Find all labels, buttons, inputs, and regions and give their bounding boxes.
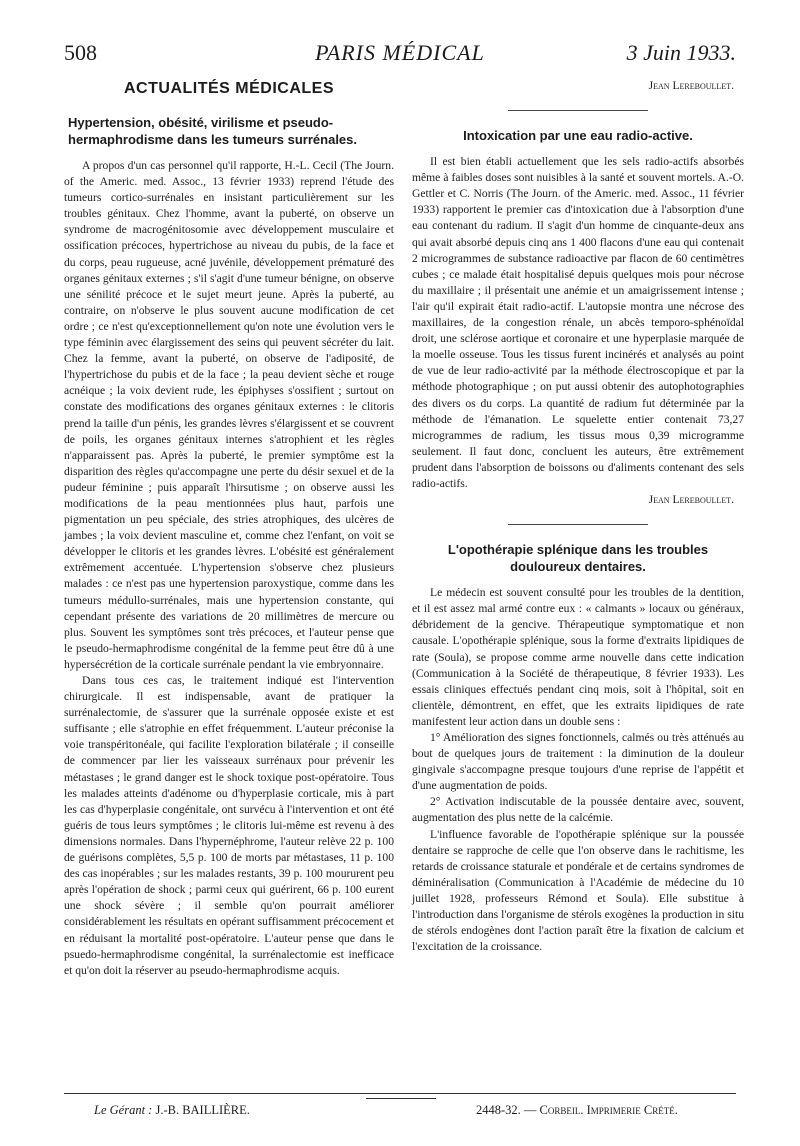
right-column	[412, 78, 744, 955]
left-column	[64, 78, 394, 979]
article-paragraph: 2° Activation indiscutable de la poussée dentaire avec, souvent, augmentation des plus nette de la calcémie.	[412, 795, 744, 825]
page-number: 508	[64, 40, 97, 65]
author-signature: Jean Lereboullet.	[648, 79, 734, 92]
journal-title: PARIS MÉDICAL	[315, 40, 485, 65]
article-paragraph: A propos d'un cas personnel qu'il rapporte, H.-L. Cecil (The Journ. of the Americ. med. Assoc., 13 février 1933) reprend l'étude des tumeurs cortico-surrénales en insistant particulièrement sur les troubles génitaux. Chez l'homme, avant la puberté, on observe un syndrome de macrogénitosomie avec développement musculaire et ossification précoces, hypertrichose au niveau du pubis, de la face et du corps, peau rugueuse, acné juvénile, développement prématuré des organes génitaux externes ; s'il s'agit d'une tumeur bénigne, on observe une sénilité précoce et le sujet meurt jeune. Après la puberté, au contraire, on n'observe le plus souvent aucune modification de cet ordre ; ce n'est qu'exceptionnellement qu'on note une évolution vers le type féminin avec élargissement des seins qui peuvent sécréter du lait. Chez la femme, avant la puberté, on observe de l'adiposité, de l'hypertrichose du pubis et de la face ; la peau devient sèche et rouge acnéique ; la voix devient rude, les épiphyses s'ossifient ; surtout on constate des modifications des organes génitaux externes : le clitoris prend la taille d'un pénis, les grandes lèvres s'élargissent et se couvrent de poils, les organes génitaux internes s'atrophient et les règles n'apparaissent pas. Après la puberté, le premier symptôme est la disparition des règles qu'accompagne une perte du désir sexuel et de la pudeur féminine ; puis apparaît l'hirsutisme ; on observe aussi les modifications de la peau mentionnées plus haut, parfois une pigmentation un peu spéciale, des stries atrophiques, des ulcères de jambes ; la voix devient masculine et, comme chez l'enfant, on voit se développer le clitoris et les grandes lèvres. L'obésité est généralement extrêmement accentuée. L'hypertension s'observe chez plusieurs malades : ce n'est pas une hypertension paroxystique, comme dans les tumeurs médullo-surrénales, mais une hypertension constante, qui cependant présente des variations de 20 millimètres de mercure ou plus. Souvent les symptômes sont très précoces, et l'auteur pense que le pseudo-hermaphrodisme congénital de la femme peut être dû à une hypersécrétion de la corticale surrénale pendant la vie embryonnaire.	[64, 159, 394, 671]
article-paragraph: Il est bien établi actuellement que les sels radio-actifs absorbés même à faibles doses sont nuisibles à la santé et souvent mortels. A.-O. Gettler et C. Norris (The Journ. of the Americ. med. Assoc., 11 février 1933) rapportent le premier cas d'intoxication due à l'absorption d'une eau contenant du radium. Il s'agit d'un homme de cinquante-deux ans qui avait absorbé depuis cinq ans 1 400 flacons d'une eau qui contenait 2 microgrammes de substance radioactive par flacon de 60 centimètres cubes ; ce malade était hospitalisé depuis quelques mois pour nécrose du maxillaire ; il présentait une anémie et un amaigrissement intense ; l'air qu'il expirait était radio-actif. L'autopsie montra une nécrose des maxillaires, de la congestion rénale, un abcès temporo-sphénoïdal droit, une sclérose aortique et coronaire et une hyperplasie marquée de la moelle osseuse. Tous les tissus furent incinérés et analysés au point de vue de leur radio-activité par la méthode électroscopique et par la méthode photographique ; on put aussi obtenir des autophotographies des divers os du corps. La quantité de radium fut déterminée par la méthode de l'émanation. Le squelette entier contenait 73,27 microgrammes de radium, les tissus mous 0,39 microgramme seulement. Il faut donc, concluent les auteurs, être extrêmement prudent dans l'absorption de boissons ou d'aliments contenant des sels radio-actifs.	[412, 155, 744, 490]
article-title-hypertension: Hypertension, obésité, virilisme et pseudo-hermaphrodisme dans les tumeurs surrénales.	[68, 115, 357, 147]
article-paragraph: Dans tous ces cas, le traitement indiqué est l'intervention chirurgicale. Il est indispensable, avant de pratiquer la surrénalectomie, de s'assurer que la surrénale opposée existe et est suffisante ; elle s'atrophie en effet fréquemment. L'auteur préconise la voie transpéritonéale, qui facilite l'exploration bilatérale ; il conseille de commencer par lier les vaisseaux surrénaux pour prévenir les métastases ; le grand danger est le shock toxique post-opératoire. Tous les malades atteints d'adénome ou d'hyperplasie corticale, mis à part les cas d'hyperplasie congénitale, ont survécu à l'intervention et ont été guéris de tous leurs symptômes ; le clitoris lui-même est revenu à des dimensions normales. Dans l'hypernéphrome, l'auteur relève 22 p. 100 de guérisons complètes, 5,5 p. 100 de morts par métastases, 11 p. 100 des cas inopérables ; sur les malades restants, 39 p. 100 moururent peu après l'opération de shock ; parmi ceux qui guérirent, 66 p. 100 eurent une shock sévère ; il semble qu'on pourrait améliorer considérablement les résultats en opérant suffisamment précocement et en réduisant la mortalité post-opératoire. L'auteur pense que dans le psuedo-hermaphrodisme congénital, la surrénalectomie est inefficace et qu'on doit la réserver au pseudo-hermaphrodisme acquis.	[64, 674, 394, 977]
footer-printer: 2448-32. — Corbeil. Imprimerie Crété.	[476, 1103, 678, 1117]
gerant-name: J.-B. BAILLIÈRE.	[155, 1103, 250, 1117]
issue-date: 3 Juin 1933.	[626, 40, 736, 65]
footer-short-rule	[366, 1098, 436, 1099]
article-paragraph: Le médecin est souvent consulté pour les troubles de la dentition, et il est assez mal armé contre eux : « calmants » locaux ou généraux, débridement de la gencive. Thérapeutique symptomatique et non causale. L'opothérapie splénique, sous la forme d'extraits lipidiques de rate (Soula), se propose comme arme nouvelle dans cette indication (Communication à la Société de thérapeutique, 8 février 1933). Les essais cliniques effectués pendant cinq mois, soit à l'hôpital, soit en clientèle, démontrent, en effet, que les extraits lipidiques de rate manifestent leur action dans un double sens :	[412, 586, 744, 728]
article-title-radioactive-water: Intoxication par une eau radio-active.	[463, 128, 693, 144]
article-paragraph: 1° Amélioration des signes fonctionnels, calmés ou très atténués au bout de quelques jours de traitement : la diminution de la douleur gingivale s'accompagne presque toujours d'une reprise de l'appétit et d'une augmentation de poids.	[412, 731, 744, 793]
footer-gerant	[94, 1103, 250, 1118]
section-title: ACTUALITÉS MÉDICALES	[124, 80, 334, 97]
page-footer	[64, 1103, 736, 1123]
article-divider	[508, 524, 648, 525]
running-header	[64, 38, 736, 72]
article-divider	[508, 110, 648, 111]
article-paragraph: L'influence favorable de l'opothérapie splénique sur la poussée dentaire se rapproche de celle que l'on observe dans le rachitisme, les retards de croissance staturale et pondérale et de certains syndromes de déminéralisation (Communication à l'Académie de médecine du 10 juillet 1928, professeurs Rémond et Soula). Elle substitue à l'introduction dans l'organisme de stérols exogènes la production in situ de stérols endogènes dont l'action paraît être la fixation de calcium et l'excitation de la croissance.	[412, 827, 744, 954]
gerant-label: Le Gérant :	[94, 1103, 153, 1117]
author-signature: Jean Lereboullet.	[648, 493, 734, 507]
footer-rule	[64, 1093, 736, 1094]
article-title-splenic-opotherapy: L'opothérapie splénique dans les troubles douloureux dentaires.	[447, 542, 709, 575]
